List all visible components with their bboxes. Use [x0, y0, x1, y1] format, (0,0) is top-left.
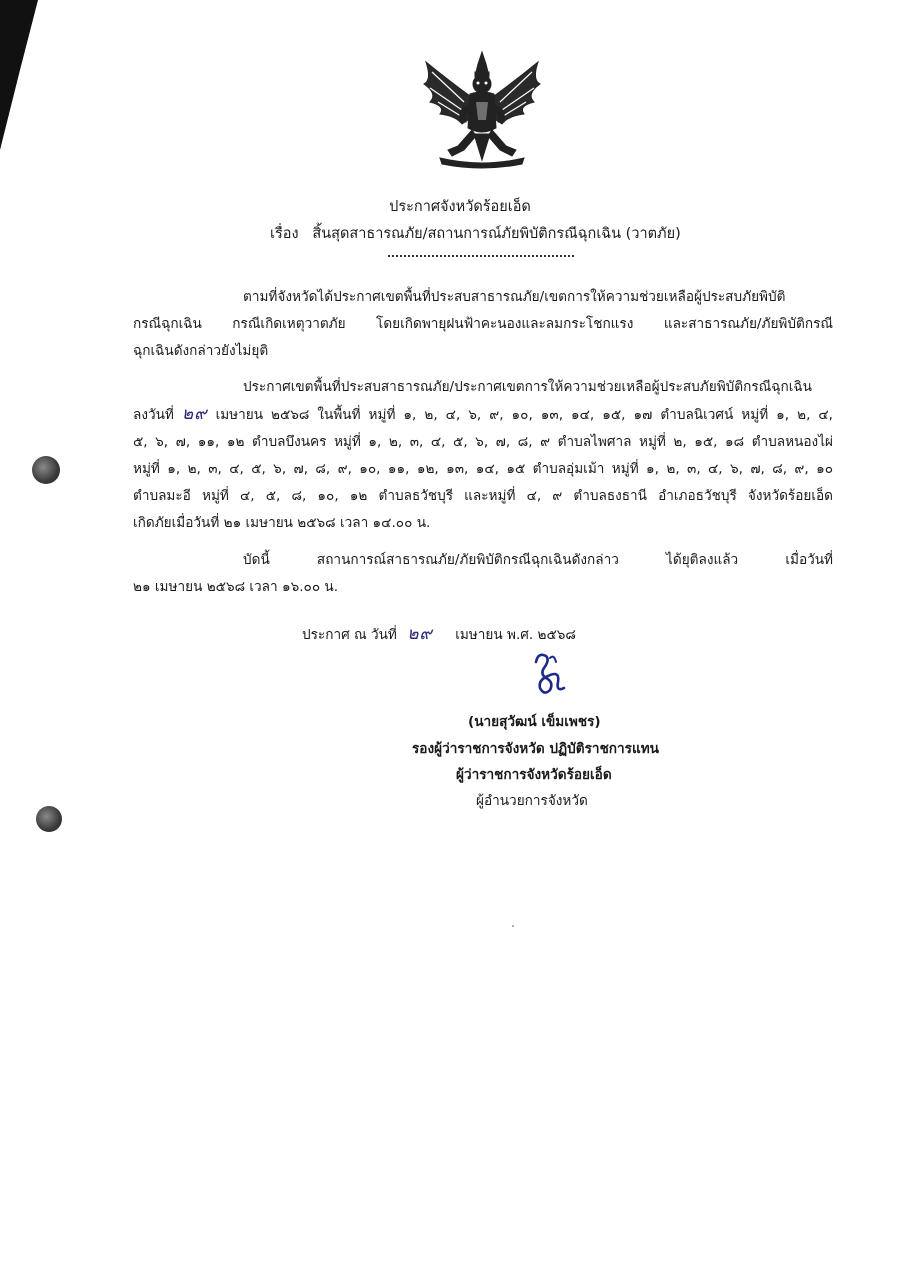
signer-title: ผู้อำนวยการจังหวัด	[476, 793, 588, 809]
signer-title: ผู้ว่าราชการจังหวัดร้อยเอ็ด	[456, 767, 612, 783]
handwritten-day: ๒๙	[407, 624, 433, 644]
scan-corner-shadow	[0, 0, 40, 150]
paragraph-line: หมู่ที่ ๑, ๒, ๓, ๔, ๕, ๖, ๗, ๘, ๙, ๑๐, ๑๑, ๑๒, ๑๓, ๑๔, ๑๕ ตำบลอุ่มเม้า หมู่ที่ ๑, ๒, ๓, ๔, ๖, ๗, ๘, ๙, ๑๐	[133, 461, 833, 477]
document-header: ประกาศจังหวัดร้อยเอ็ด	[389, 199, 531, 215]
handwritten-signature	[530, 648, 570, 698]
subject-text: สิ้นสุดสาธารณภัย/สถานการณ์ภัยพิบัติกรณีฉุกเฉิน (วาตภัย)	[312, 226, 681, 242]
handwritten-day: ๒๙	[181, 404, 208, 424]
announcement-title	[0, 195, 912, 218]
paragraph-2	[133, 374, 833, 537]
punch-hole	[32, 456, 60, 484]
paragraph-line: ตามที่จังหวัดได้ประกาศเขตพื้นที่ประสบสาธารณภัย/เขตการให้ความช่วยเหลือผู้ประสบภัยพิบัติ	[243, 289, 786, 305]
announced-date-line	[302, 620, 576, 647]
paragraph-line: ประกาศเขตพื้นที่ประสบสาธารณภัย/ประกาศเขตการให้ความช่วยเหลือผู้ประสบภัยพิบัติกรณีฉุกเฉิน	[243, 379, 812, 395]
paragraph-line: กรณีฉุกเฉิน กรณีเกิดเหตุวาตภัย โดยเกิดพายุฝนฟ้าคะนองและลมกระโชกแรง และสาธารณภัย/ภัยพิบัติกรณี	[133, 316, 833, 332]
paragraph-1	[133, 284, 833, 365]
paragraph-line: ๕, ๖, ๗, ๑๑, ๑๒ ตำบลบึงนคร หมู่ที่ ๑, ๒, ๓, ๔, ๕, ๖, ๗, ๘, ๙ ตำบลไพศาล หมู่ที่ ๒, ๑๕, ๑๘ ตำบลหนองไผ่	[133, 434, 833, 450]
punch-hole	[36, 806, 62, 832]
scan-speck	[512, 925, 514, 927]
announced-prefix: ประกาศ ณ วันที่	[302, 627, 397, 643]
paragraph-3	[133, 547, 833, 601]
date-suffix: เมษายน ๒๕๖๘ ในพื้นที่ หมู่ที่ ๑, ๒, ๔, ๖, ๙, ๑๐, ๑๓, ๑๔, ๑๕, ๑๗ ตำบลนิเวศน์ หมู่ที่ ๑, ๒, ๔,	[215, 407, 834, 423]
subject-line	[270, 222, 681, 245]
paragraph-line: ตำบลมะอี หมู่ที่ ๔, ๕, ๘, ๑๐, ๑๒ ตำบลธวัชบุรี และหมู่ที่ ๔, ๙ ตำบลธงธานี อำเภอธวัชบุรี จังหวัดร้อยเอ็ด	[133, 488, 833, 504]
separator-line	[388, 255, 574, 257]
subject-label: เรื่อง	[270, 226, 299, 242]
paragraph-line: เกิดภัยเมื่อวันที่ ๒๑ เมษายน ๒๕๖๘ เวลา ๑๔.๐๐ น.	[133, 515, 431, 531]
paragraph-line: บัดนี้ สถานการณ์สาธารณภัย/ภัยพิบัติกรณีฉุกเฉินดังกล่าว ได้ยุติลงแล้ว เมื่อวันที่	[243, 552, 833, 568]
paragraph-line	[133, 401, 833, 429]
garuda-emblem-icon	[418, 50, 546, 172]
paragraph-line: ฉุกเฉินดังกล่าวยังไม่ยุติ	[133, 343, 269, 359]
announced-suffix: เมษายน พ.ศ. ๒๕๖๘	[455, 627, 576, 643]
date-prefix: ลงวันที่	[133, 407, 174, 423]
signer-title: รองผู้ว่าราชการจังหวัด ปฏิบัติราชการแทน	[412, 741, 659, 757]
signer-name: (นายสุวัฒน์ เข็มเพชร)	[468, 714, 601, 730]
paragraph-line: ๒๑ เมษายน ๒๕๖๘ เวลา ๑๖.๐๐ น.	[133, 579, 339, 595]
